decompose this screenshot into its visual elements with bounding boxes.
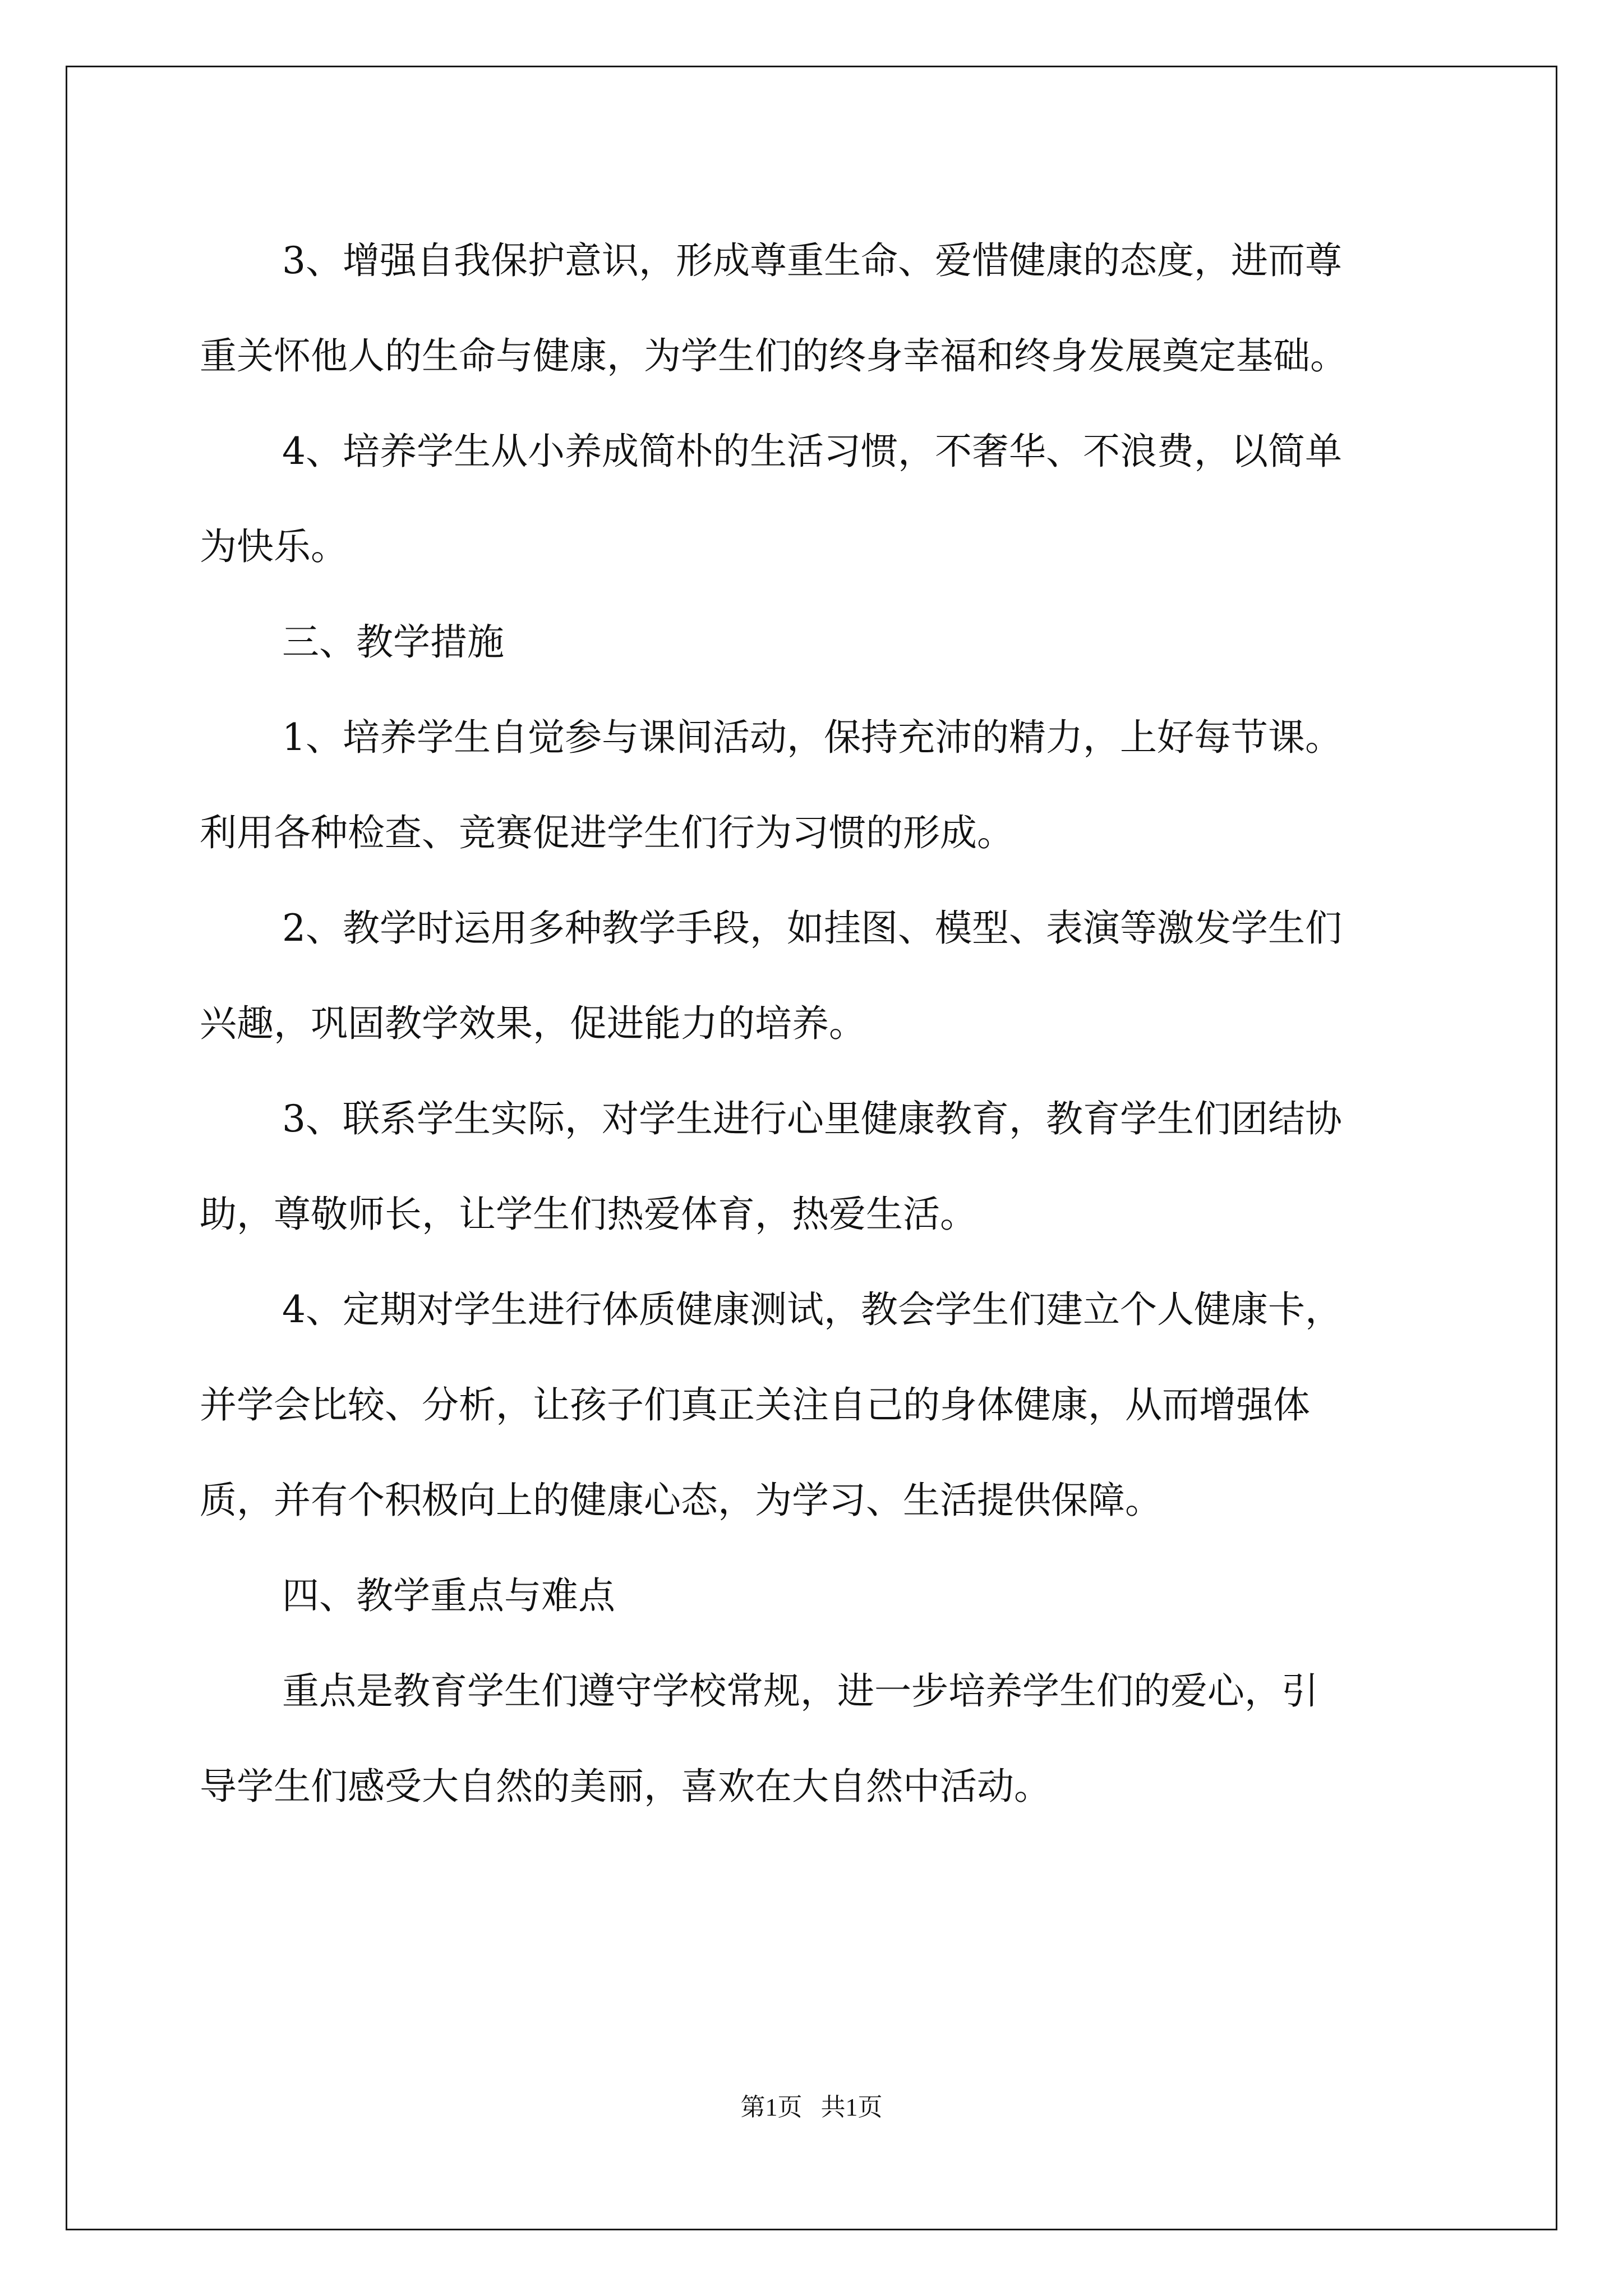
section-heading: 三、教学措施 bbox=[282, 620, 504, 664]
paragraph-line: 3、联系学生实际，对学生进行心里健康教育，教育学生们团结协 bbox=[282, 1097, 1342, 1140]
paragraph-line: 利用各种检查、竞赛促进学生们行为习惯的形成。 bbox=[200, 811, 1014, 854]
paragraph-line: 导学生们感受大自然的美丽，喜欢在大自然中活动。 bbox=[200, 1765, 1051, 1808]
paragraph-line: 重关怀他人的生命与健康，为学生们的终身幸福和终身发展奠定基础。 bbox=[200, 334, 1347, 378]
paragraph-line: 助，尊敬师长，让学生们热爱体育，热爱生活。 bbox=[200, 1193, 977, 1236]
paragraph-line: 兴趣，巩固教学效果，促进能力的培养。 bbox=[200, 1002, 866, 1045]
page-footer: 第1页 共1页 bbox=[740, 2093, 883, 2121]
paragraph-line: 重点是教育学生们遵守学校常规，进一步培养学生们的爱心，引 bbox=[282, 1669, 1318, 1713]
section-heading: 四、教学重点与难点 bbox=[282, 1574, 615, 1617]
paragraph-line: 4、定期对学生进行体质健康测试，教会学生们建立个人健康卡， bbox=[282, 1288, 1342, 1331]
paragraph-line: 为快乐。 bbox=[200, 525, 348, 568]
paragraph-line: 并学会比较、分析，让孩子们真正关注自己的身体健康，从而增强体 bbox=[200, 1383, 1310, 1427]
paragraph-line: 3、增强自我保护意识，形成尊重生命、爱惜健康的态度，进而尊 bbox=[282, 239, 1342, 282]
document-body bbox=[200, 213, 1433, 1834]
paragraph-line: 4、培养学生从小养成简朴的生活习惯，不奢华、不浪费，以简单 bbox=[282, 430, 1342, 473]
paragraph-line: 质，并有个积极向上的健康心态，为学习、生活提供保障。 bbox=[200, 1479, 1162, 1522]
paragraph-line: 2、教学时运用多种教学手段，如挂图、模型、表演等激发学生们 bbox=[282, 907, 1342, 950]
paragraph-line: 1、培养学生自觉参与课间活动，保持充沛的精力，上好每节课。 bbox=[282, 716, 1342, 759]
